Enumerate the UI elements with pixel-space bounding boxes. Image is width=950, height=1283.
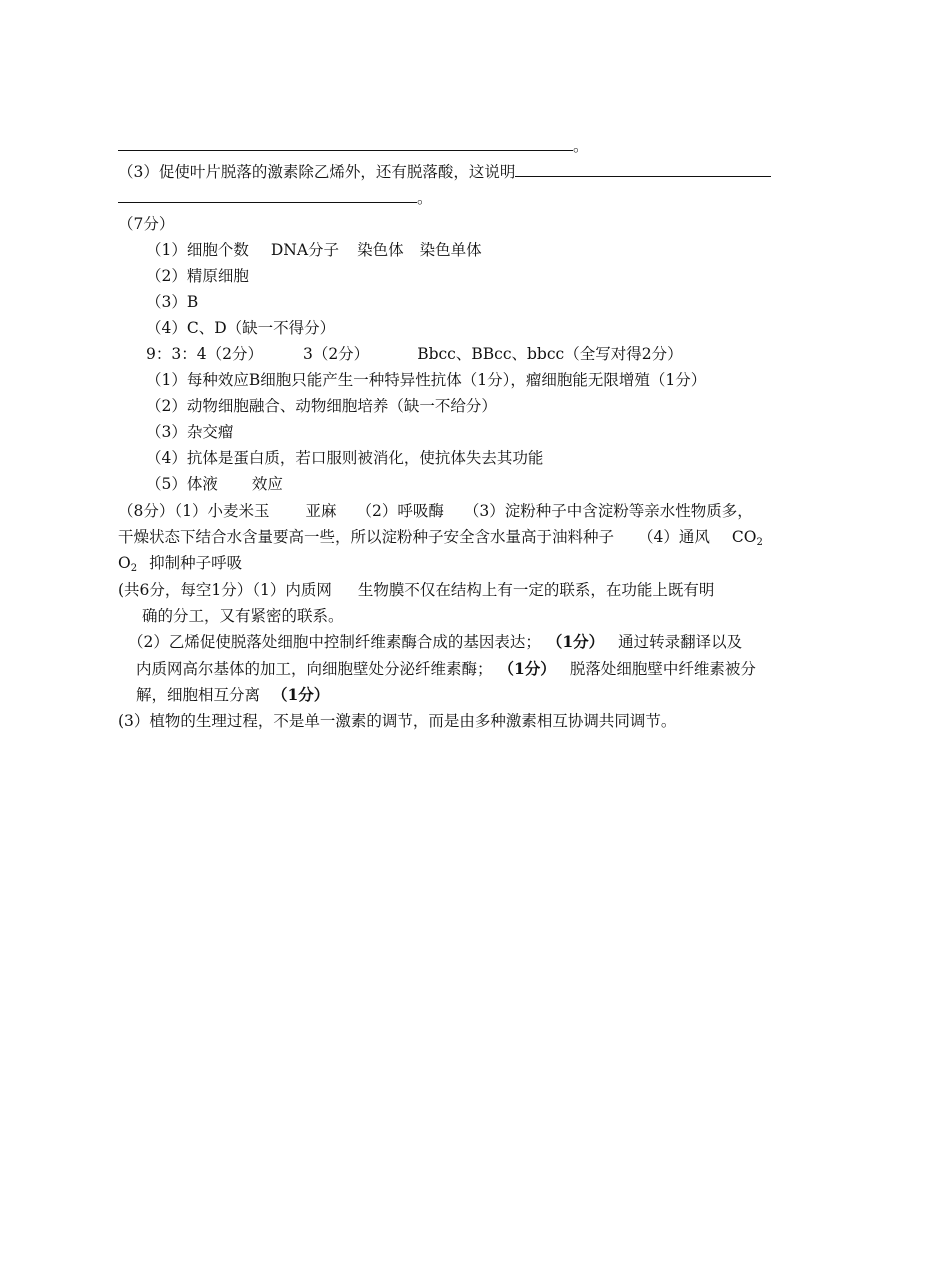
answer-4-line-4: 内质网高尔基体的加工，向细胞壁处分泌纤维素酶； （1分） 脱落处细胞壁中纤维素被分 xyxy=(136,659,756,678)
answer-1-line-5: 9：3：4（2分） 3（2分） Bbcc、BBcc、bbcc（全写对得2分） xyxy=(146,345,683,363)
answer-1-line-3: （3）B xyxy=(146,293,199,311)
answer-4-line-3: （2）乙烯促使脱落处细胞中控制纤维素酶合成的基因表达； （1分） 通过转录翻译以及 xyxy=(128,632,743,651)
question-3-text: （3）促使叶片脱落的激素除乙烯外，还有脱落酸，这说明 xyxy=(118,163,516,181)
answer-blank[interactable] xyxy=(118,188,417,203)
answer-2-line-2: （2）动物细胞融合、动物细胞培养（缺一不给分） xyxy=(146,397,497,415)
answer-1-line-4: （4）C、D（缺一不得分） xyxy=(146,319,336,337)
answer-1-line-1: （1）细胞个数 DNA分子 染色体 染色单体 xyxy=(146,241,482,259)
answer-2-line-4: （4）抗体是蛋白质，若口服则被消化，使抗体失去其功能 xyxy=(146,449,544,467)
answer-4-line-1: (共6分，每空1分）（1）内质网 生物膜不仅在结构上有一定的联系，在功能上既有明 xyxy=(118,581,715,599)
answer-4-line-2: 确的分工，又有紧密的联系。 xyxy=(142,607,344,625)
answer-1-line-2: （2）精原细胞 xyxy=(146,267,249,285)
answer-3-line-1: （8分）（1）小麦米玉 亚麻 （2）呼吸酶 （3）淀粉种子中含淀粉等亲水性物质多， xyxy=(118,502,753,520)
answer-blank[interactable] xyxy=(118,136,573,151)
answer-3-line-3: $O_2$ 抑制种子呼吸 xyxy=(118,554,243,574)
answer-line-1: 。 xyxy=(118,136,589,156)
answer-2-line-5: （5）体液 效应 xyxy=(146,475,283,493)
answer-1-header: （7分） xyxy=(118,215,175,233)
answer-2-line-1: （1）每种效应B细胞只能产生一种特异性抗体（1分），瘤细胞能无限增殖（1分） xyxy=(146,371,707,389)
answer-4-line-6: (3）植物的生理过程，不是单一激素的调节，而是由多种激素相互协调共同调节。 xyxy=(118,712,677,730)
answer-line-2: 。 xyxy=(118,188,433,208)
question-3-line xyxy=(118,162,771,182)
answer-3-line-2: 干燥状态下结合水含量要高一些，所以淀粉种子安全含水量高于油料种子 （4）通风 $CO_2$ xyxy=(118,528,763,548)
answer-blank[interactable] xyxy=(515,162,771,177)
answer-4-line-5: 解，细胞相互分离 （1分） xyxy=(136,685,330,704)
answer-2-line-3: （3）杂交瘤 xyxy=(146,423,234,441)
